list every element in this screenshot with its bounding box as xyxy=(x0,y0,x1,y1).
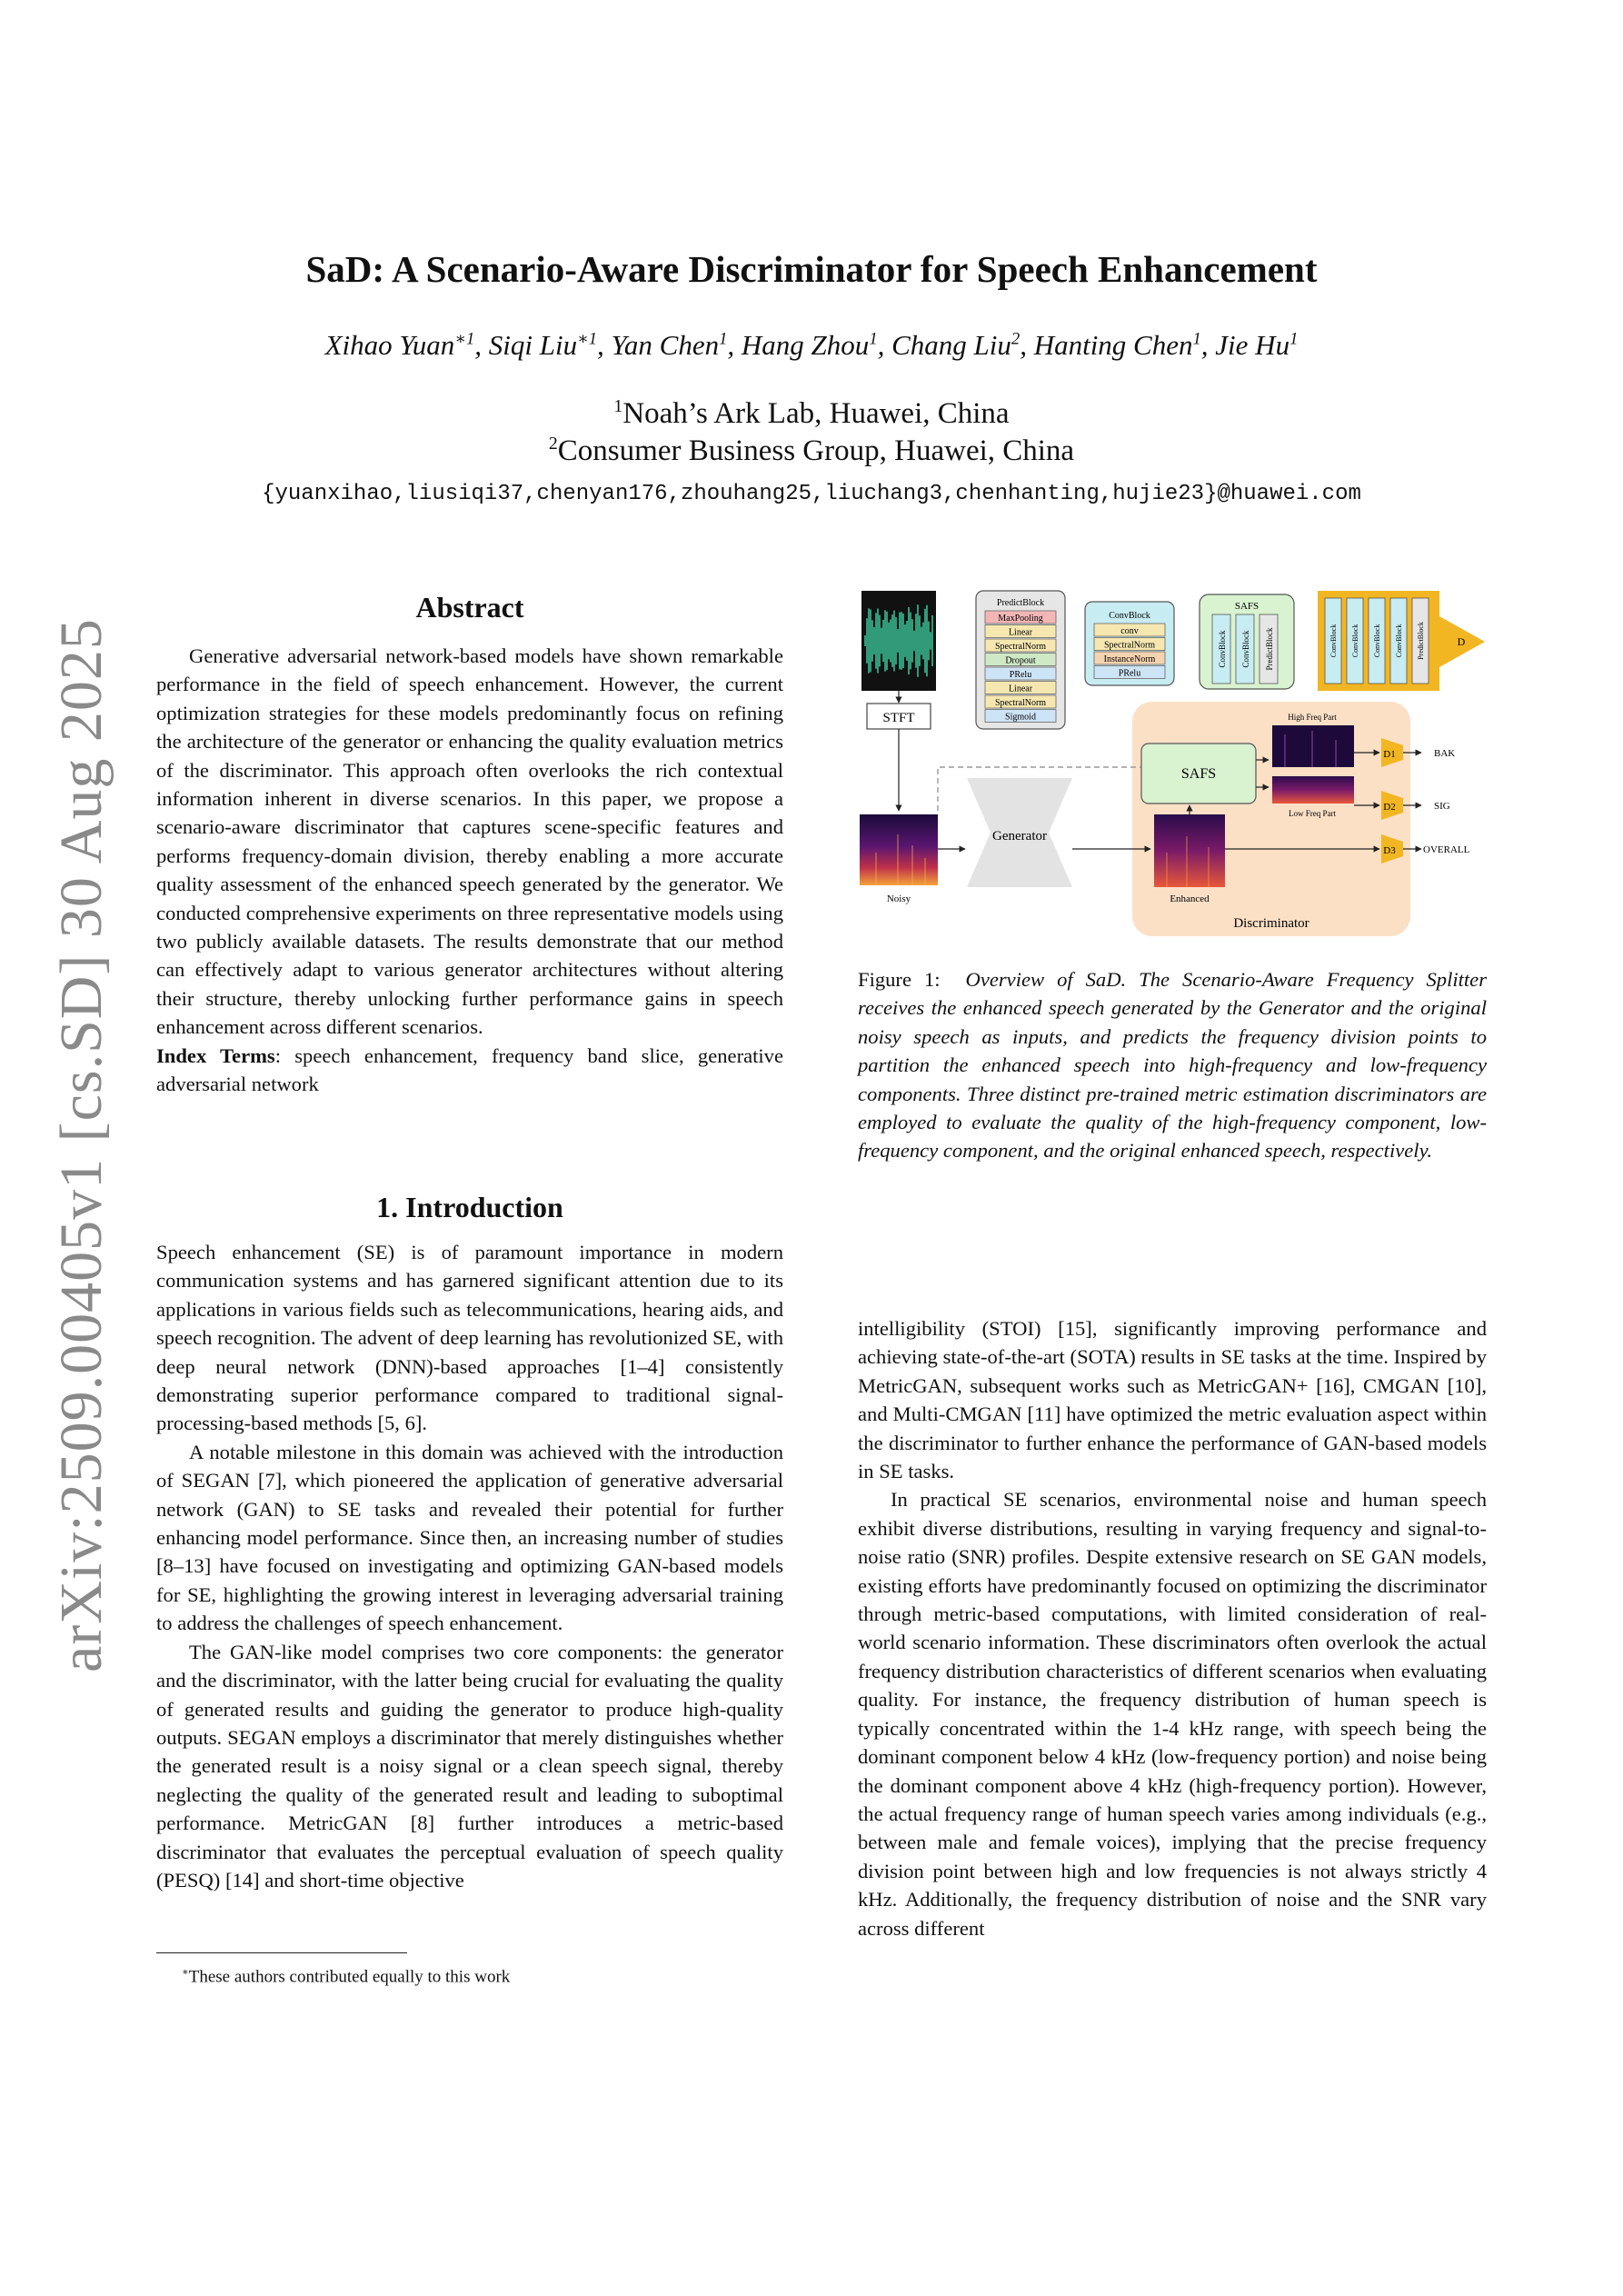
generator-label: Generator xyxy=(992,829,1047,844)
caption-text: Overview of SaD. The Scenario-Aware Frequency Splitter receives the enhanced speech generated by the Generator and the original noisy speech as inputs, and predicts the frequency division points to partition the enhanced speech into high-frequency and low-frequency components. Three distinct pre-trained metric estimation discriminators are employed to evaluate the quality of the high-frequency component, low-frequency component, and the original enhanced speech, respectively. xyxy=(858,968,1488,1163)
intro-paragraph-3: The GAN-like model comprises two core components: the generator and the discriminator, with the latter being crucial for evaluating the quality of generated results and guiding the generator to produce high-quality outputs. SEGAN employs a discriminator that merely distinguishes whether the generated result is a noisy signal or a clean speech signal, thereby neglecting the quality of the generated result and leading to suboptimal performance. MetricGAN [8] further introduces a metric-based discriminator that evaluates the perceptual evaluation of speech quality (PESQ) [14] and short-time objective xyxy=(156,1640,783,1892)
svg-text:D1: D1 xyxy=(1383,749,1396,760)
author-emails: {yuanxihao,liusiqi37,chenyan176,zhouhang25,liuchang3,chenhanting,hujie23}@huawei.com xyxy=(262,482,1361,506)
predict-layer-label: Linear xyxy=(1008,627,1033,638)
high-freq-label: High Freq Part xyxy=(1288,713,1337,722)
predict-block-title: PredictBlock xyxy=(996,598,1045,608)
conv-layer-label: PRelu xyxy=(1118,668,1141,679)
arxiv-watermark: arXiv:2509.00405v1 [cs.SD] 30 Aug 2025 xyxy=(48,618,115,1672)
conv-block-title: ConvBlock xyxy=(1109,611,1150,621)
discriminator-label: Discriminator xyxy=(1233,916,1309,931)
safs-layer-label: ConvBlock xyxy=(1241,630,1250,668)
author-name: Chang Liu$^2$ xyxy=(891,329,1021,361)
enhanced-spectrogram xyxy=(1154,814,1225,887)
low-freq-spectrogram xyxy=(1272,776,1354,804)
safs-layer-label: PredictBlock xyxy=(1265,627,1274,671)
noisy-label: Noisy xyxy=(886,893,911,904)
predict-layer-label: MaxPooling xyxy=(998,614,1043,624)
conv-layer-label: SpectralNorm xyxy=(1103,640,1156,651)
predict-layer-label: SpectralNorm xyxy=(994,698,1047,708)
index-terms: Index Terms: speech enhancement, frequency band slice, generative adversarial network xyxy=(156,1043,784,1096)
author-name: Hanting Chen$^1$ xyxy=(1033,329,1201,361)
footnote: ∗These authors contributed equally to this work xyxy=(182,1967,511,1987)
conv-layer-label: InstanceNorm xyxy=(1103,654,1156,664)
conv-layer-label: conv xyxy=(1120,626,1139,636)
abstract-body xyxy=(156,642,783,1099)
intro-paragraph-2: A notable milestone in this domain was achieved with the introduction of SEGAN [7], which pioneered the application of generative adversarial network (GAN) to SE tasks and revealed their potential for further enhancing model performance. Since then, an increasing number of studies [8–13] have focused on investigating and optimizing GAN-based models for SE, highlighting the growing interest in leveraging adversarial training to address the challenges of speech enhancement. xyxy=(156,1440,783,1635)
enhanced-label: Enhanced xyxy=(1170,893,1210,904)
predict-layer-label: Dropout xyxy=(1005,655,1036,666)
intro-right-column xyxy=(858,1314,1487,1942)
d-layer-label: ConvBlock xyxy=(1373,624,1381,658)
intro-paragraph-4: intelligibility (STOI) [15], significantly improving performance and achieving state-of-the-art (SOTA) results in SE tasks at the time. Inspired by MetricGAN, subsequent works such as MetricGAN+ [16], CMGAN [10], and Multi-CMGAN [11] have optimized the metric evaluation aspect within the discriminator to further enhance the performance of GAN-based models in SE tasks. xyxy=(858,1317,1487,1483)
svg-text:D3: D3 xyxy=(1383,845,1396,856)
low-freq-label: Low Freq Part xyxy=(1289,809,1336,818)
author-name: Siqi Liu$^{∗1}$ xyxy=(488,329,598,361)
svg-text:D2: D2 xyxy=(1383,802,1396,813)
intro-paragraph-5: In practical SE scenarios, environmental noise and human speech exhibit diverse distributions, resulting in varying frequency and signal-to-noise ratio (SNR) profiles. Despite extensive research on SE GAN models, existing efforts have predominantly focused on optimizing the discriminator through metric-based computations, with limited consideration of real-world scenario information. These discriminators often overlook the actual frequency distribution characteristics of different scenarios when evaluating quality. For instance, the frequency distribution of human speech is typically concentrated within the 1-4 kHz range, with speech being the dominant component below 4 kHz (low-frequency portion) and noise being the dominant component above 4 kHz (high-frequency portion). However, the actual frequency range of human speech varies among individuals (e.g., between male and female voices), implying that the precise frequency division point between high and low frequencies is not always strictly 4 kHz. Additionally, the frequency distribution of noise and the SNR vary across different xyxy=(858,1488,1487,1940)
safs-layer-label: ConvBlock xyxy=(1218,630,1227,668)
d-layer-label: ConvBlock xyxy=(1329,624,1338,658)
d-layer-label: PredictBlock xyxy=(1417,622,1425,660)
predict-layer-label: PRelu xyxy=(1009,670,1032,680)
bak-label: BAK xyxy=(1434,748,1456,759)
sig-label: SIG xyxy=(1434,801,1450,812)
predict-layer-label: SpectralNorm xyxy=(994,642,1047,652)
intro-left-column xyxy=(156,1238,783,1894)
stft-label: STFT xyxy=(882,711,915,725)
author-name: Yan Chen$^1$ xyxy=(611,329,728,361)
d-layer-label: ConvBlock xyxy=(1395,624,1403,658)
author-name: Xihao Yuan$^{∗1}$ xyxy=(324,329,475,361)
abstract-text: Generative adversarial network-based models have shown remarkable performance in the field of speech enhancement. However, the current optimization strategies for these models predominantly focus on refining the architecture of the generator or enhancing the quality evaluation metrics of the discriminator. This approach often overlooks the rich contextual information inherent in diverse scenarios. In this paper, we propose a scenario-aware discriminator that captures scene-specific features and performs frequency-domain division, thereby enabling a more accurate quality assessment of the enhanced speech generated by the generator. We conducted comprehensive experiments on three representative models using two publicly available datasets. The results demonstrate that our method can effectively adapt to various generator architectures without altering their structure, thereby unlocking further performance gains in speech enhancement across different scenarios. xyxy=(156,644,783,1039)
paper-title: SaD: A Scenario-Aware Discriminator for Speech Enhancement xyxy=(305,248,1318,290)
author-name: Hang Zhou$^1$ xyxy=(741,329,878,361)
d-layer-label: ConvBlock xyxy=(1351,624,1359,658)
figure-1-diagram xyxy=(858,589,1487,953)
d-legend-label: D xyxy=(1457,635,1466,648)
predict-layer-label: Sigmoid xyxy=(1005,712,1036,723)
noisy-spectrogram xyxy=(860,814,938,885)
overall-label: OVERALL xyxy=(1423,844,1470,855)
footnote-rule xyxy=(156,1952,407,1953)
intro-heading: 1. Introduction xyxy=(376,1191,563,1223)
intro-paragraph-1: Speech enhancement (SE) is of paramount importance in modern communication systems and has garnered significant attention due to its applications in various fields such as telecommunications, hearing aids, and speech recognition. The advent of deep learning has revolutionized SE, with deep neural network (DNN)-based approaches [1–4] consistently demonstrating superior performance compared to traditional signal-processing-based methods [5, 6]. xyxy=(156,1241,783,1435)
safs-label: SAFS xyxy=(1180,766,1217,782)
safs-legend-title: SAFS xyxy=(1234,601,1260,612)
affiliation-2: $^2$Consumer Business Group, Huawei, China xyxy=(548,434,1075,467)
author-list: Xihao Yuan$^{∗1}$, Siqi Liu$^{∗1}$, Yan Chen$^1$, Hang Zhou$^1$, Chang Liu$^2$, Hanting Chen$^1$, Jie Hu$^1$ xyxy=(324,329,1299,361)
predict-layer-label: Linear xyxy=(1008,684,1033,694)
figure-caption xyxy=(858,965,1487,1165)
caption-label: Figure 1: xyxy=(858,968,941,991)
author-name: Jie Hu$^1$ xyxy=(1215,329,1299,361)
abstract-heading: Abstract xyxy=(415,591,524,624)
affiliation-1: $^1$Noah’s Ark Lab, Huawei, China xyxy=(613,396,1010,430)
